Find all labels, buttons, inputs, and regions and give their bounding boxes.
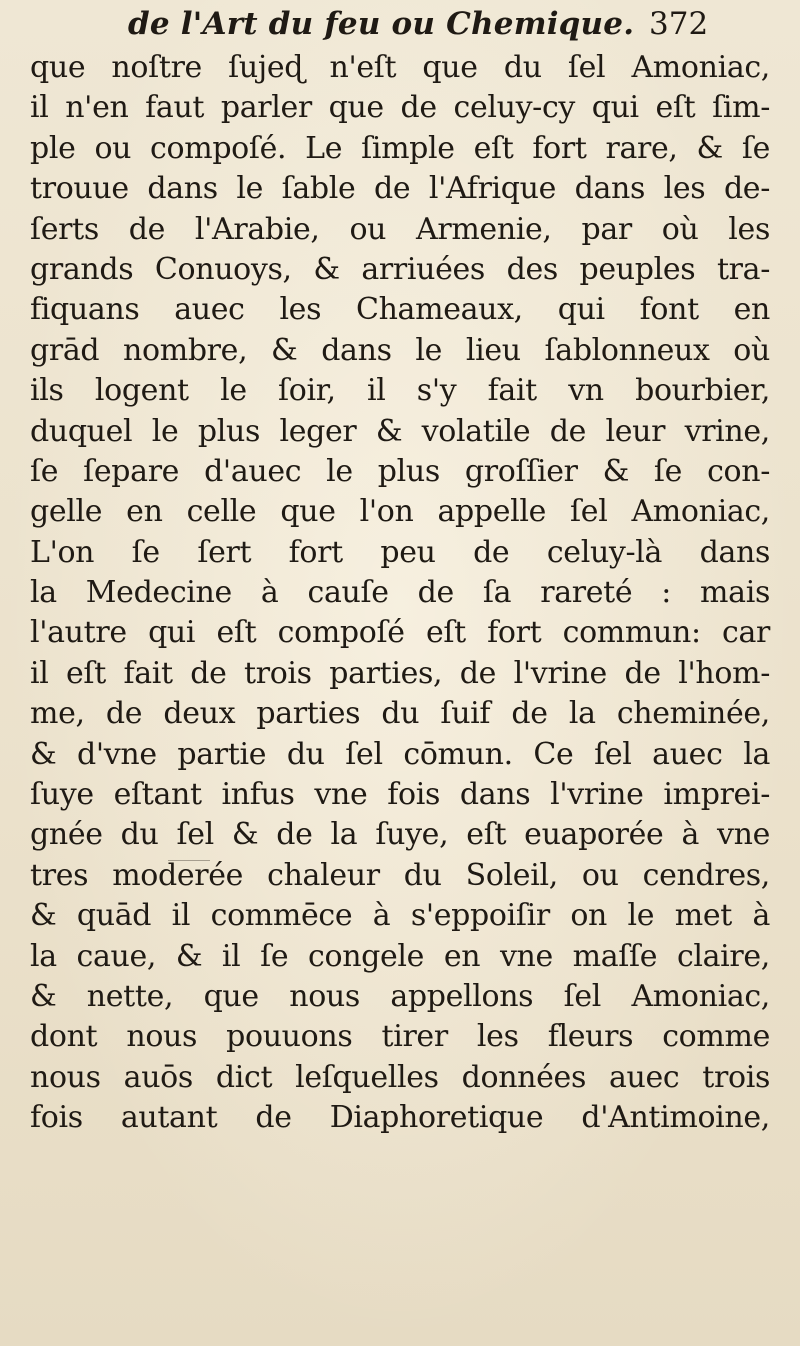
text-line: grands Conuoys, & arriuées des peuples tra- xyxy=(30,251,770,287)
text-line: l'autre qui eſt compoſé eſt fort commun: car xyxy=(30,615,770,651)
text-line: duquel le plus leger & volatile de leur vrine, xyxy=(30,413,770,449)
text-line: trouue dans le ſable de l'Afrique dans les de- xyxy=(30,171,770,207)
text-line: que noſtre ſujeɖ n'eſt que du ſel Amoniac, xyxy=(30,50,770,85)
text-line: ſerts de l'Arabie, ou Armenie, par où les xyxy=(30,211,770,247)
text-line: ple ou compoſé. Le ſimple eſt fort rare, & ſe xyxy=(30,130,770,166)
text-line: la caue, & il ſe congele en vne maſſe claire, xyxy=(30,938,770,974)
page-header xyxy=(128,4,788,48)
text-line: il eſt fait de trois parties, de l'vrine de l'hom- xyxy=(30,655,770,691)
body-text xyxy=(30,48,770,1139)
page-number: 372 xyxy=(649,6,709,42)
text-line: dont nous pouuons tirer les fleurs comme xyxy=(30,1019,770,1055)
text-line: ils logent le ſoir, il s'y fait vn bourbier, xyxy=(30,373,770,409)
bottom-rule xyxy=(168,860,210,861)
text-line: fois autant de Diaphoretique d'Antimoine, xyxy=(30,1100,770,1136)
text-line: il n'en faut parler que de celuy-cy qui eſt ſim- xyxy=(30,90,770,126)
text-line: me, de deux parties du ſuif de la cheminée, xyxy=(30,696,770,732)
text-line: grād nombre, & dans le lieu ſablonneux où xyxy=(30,332,770,368)
text-line: ſe ſepare d'auec le plus groſſier & ſe con- xyxy=(30,453,770,489)
text-line: & d'vne partie du ſel cōmun. Ce ſel auec la xyxy=(30,736,770,772)
text-line: fiquans auec les Chameaux, qui font en xyxy=(30,292,770,328)
running-title: de l'Art du feu ou Chemique. xyxy=(128,6,635,42)
text-line: la Medecine à cauſe de ſa rareté : mais xyxy=(30,575,770,611)
text-line: & quād il commēce à s'eppoiſir on le met à xyxy=(30,898,770,934)
text-line: nous auōs dict leſquelles données auec trois xyxy=(30,1059,770,1095)
text-line: L'on ſe ſert fort peu de celuy-là dans xyxy=(30,534,770,570)
text-line: tres moderée chaleur du Soleil, ou cendres, xyxy=(30,857,770,893)
text-line: gnée du ſel & de la ſuye, eſt euaporée à vne xyxy=(30,817,770,853)
text-line: gelle en celle que l'on appelle ſel Amoniac, xyxy=(30,494,770,530)
text-line: ſuye eſtant infus vne fois dans l'vrine imprei- xyxy=(30,777,770,813)
text-line: & nette, que nous appellons ſel Amoniac, xyxy=(30,978,770,1014)
